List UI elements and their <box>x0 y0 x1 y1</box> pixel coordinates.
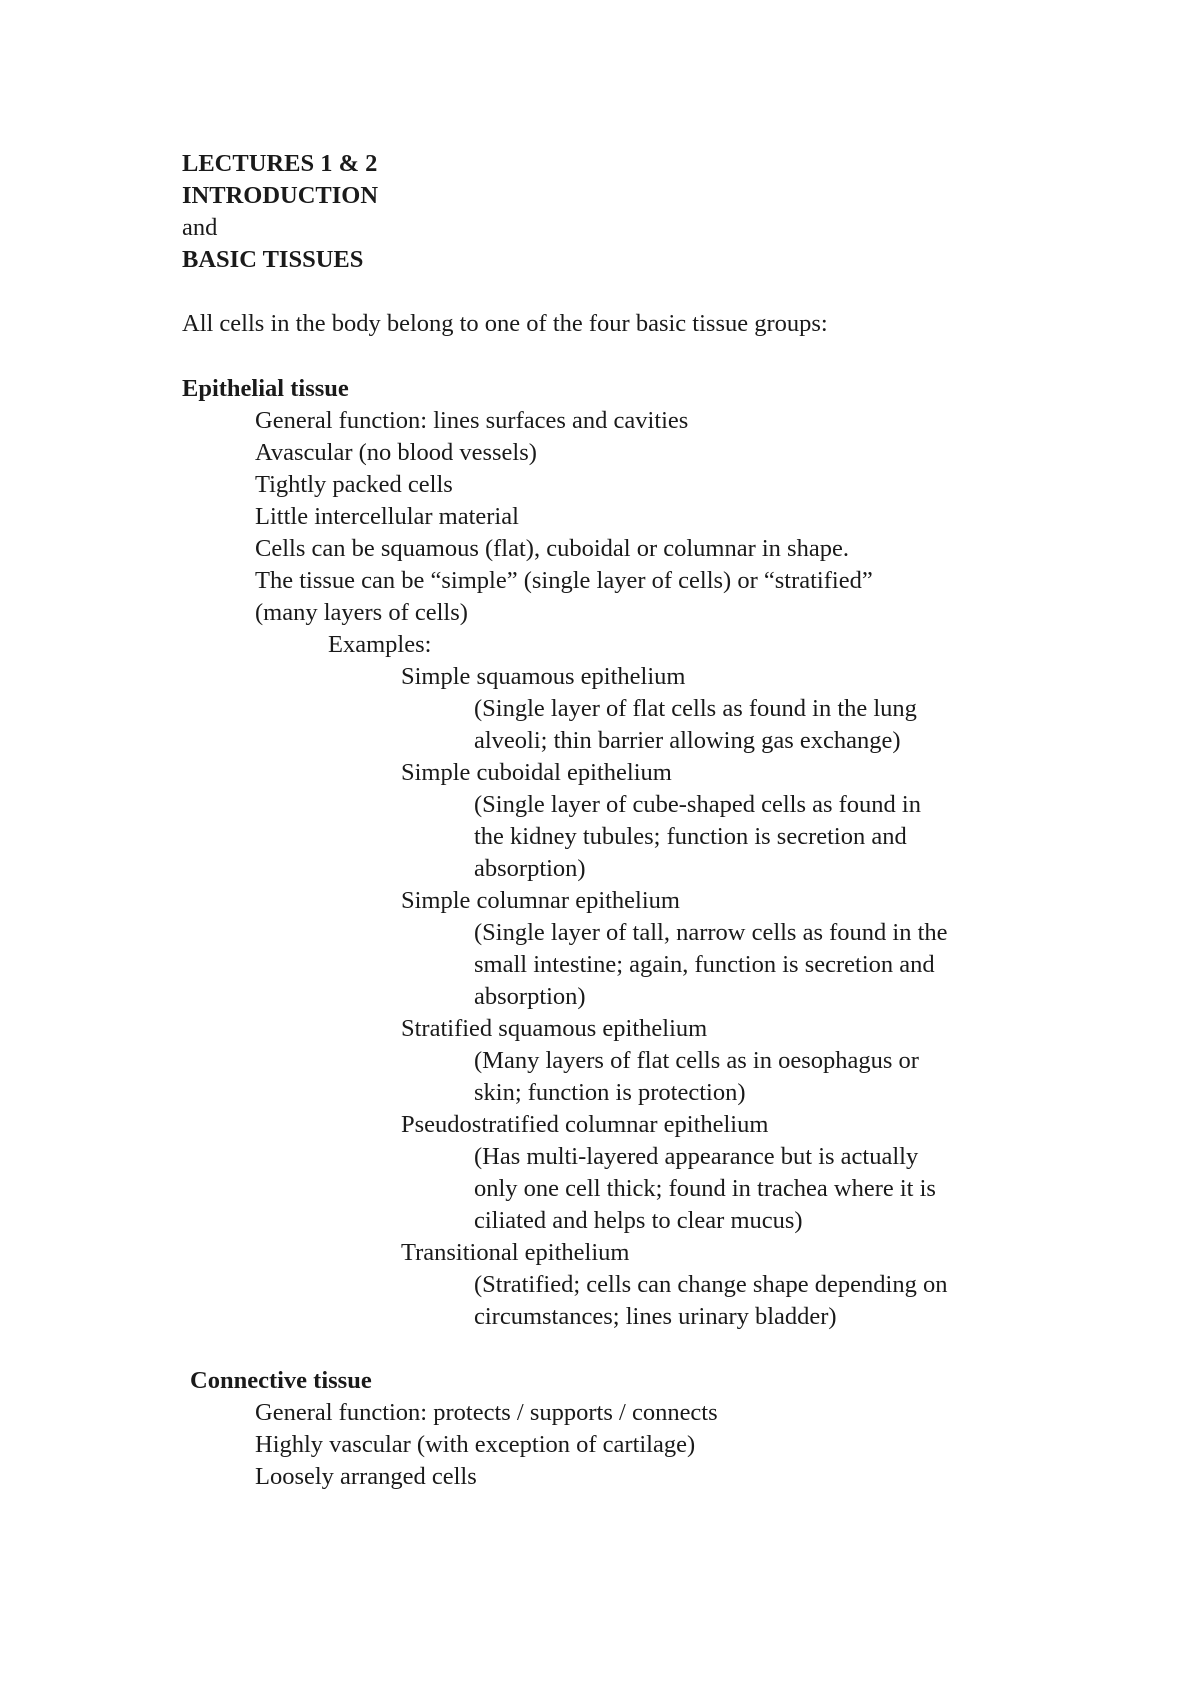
example-name: Simple columnar epithelium <box>401 887 680 914</box>
example-name: Pseudostratified columnar epithelium <box>401 1111 769 1138</box>
example-description: (Many layers of flat cells as in oesophagus or <box>474 1047 919 1074</box>
example-name: Simple cuboidal epithelium <box>401 759 672 786</box>
title-introduction: INTRODUCTION <box>182 182 379 209</box>
epithelial-point: The tissue can be “simple” (single layer of cells) or “stratified” <box>255 567 873 594</box>
example-description: (Single layer of flat cells as found in the lung <box>474 695 917 722</box>
example-description: (Single layer of tall, narrow cells as found in the <box>474 919 948 946</box>
example-description: skin; function is protection) <box>474 1079 746 1106</box>
example-description: absorption) <box>474 983 586 1010</box>
epithelial-point: General function: lines surfaces and cavities <box>255 407 689 434</box>
connective-point: Loosely arranged cells <box>255 1463 477 1490</box>
intro-paragraph: All cells in the body belong to one of the four basic tissue groups: <box>182 310 828 337</box>
epithelial-point: (many layers of cells) <box>255 599 468 626</box>
connective-point: Highly vascular (with exception of cartilage) <box>255 1431 696 1458</box>
example-name: Stratified squamous epithelium <box>401 1015 708 1042</box>
epithelial-point: Avascular (no blood vessels) <box>255 439 537 466</box>
connective-point: General function: protects / supports / connects <box>255 1399 718 1426</box>
example-name: Transitional epithelium <box>401 1239 630 1266</box>
example-description: alveoli; thin barrier allowing gas exchange) <box>474 727 901 754</box>
epithelial-point: Little intercellular material <box>255 503 519 530</box>
example-name: Simple squamous epithelium <box>401 663 686 690</box>
section-heading-connective: Connective tissue <box>190 1367 372 1394</box>
example-description: (Has multi-layered appearance but is actually <box>474 1143 919 1170</box>
title-and: and <box>182 214 218 241</box>
lecture-title: LECTURES 1 & 2 <box>182 150 378 177</box>
section-heading-epithelial: Epithelial tissue <box>182 375 349 402</box>
epithelial-point: Cells can be squamous (flat), cuboidal or columnar in shape. <box>255 535 849 562</box>
example-description: absorption) <box>474 855 586 882</box>
example-description: (Stratified; cells can change shape depending on <box>474 1271 948 1298</box>
example-description: ciliated and helps to clear mucus) <box>474 1207 803 1234</box>
example-description: (Single layer of cube-shaped cells as found in <box>474 791 921 818</box>
examples-label: Examples: <box>328 631 432 658</box>
example-description: only one cell thick; found in trachea where it is <box>474 1175 936 1202</box>
epithelial-point: Tightly packed cells <box>255 471 453 498</box>
example-description: the kidney tubules; function is secretion and <box>474 823 907 850</box>
title-basic-tissues: BASIC TISSUES <box>182 246 364 273</box>
example-description: circumstances; lines urinary bladder) <box>474 1303 837 1330</box>
example-description: small intestine; again, function is secretion and <box>474 951 935 978</box>
